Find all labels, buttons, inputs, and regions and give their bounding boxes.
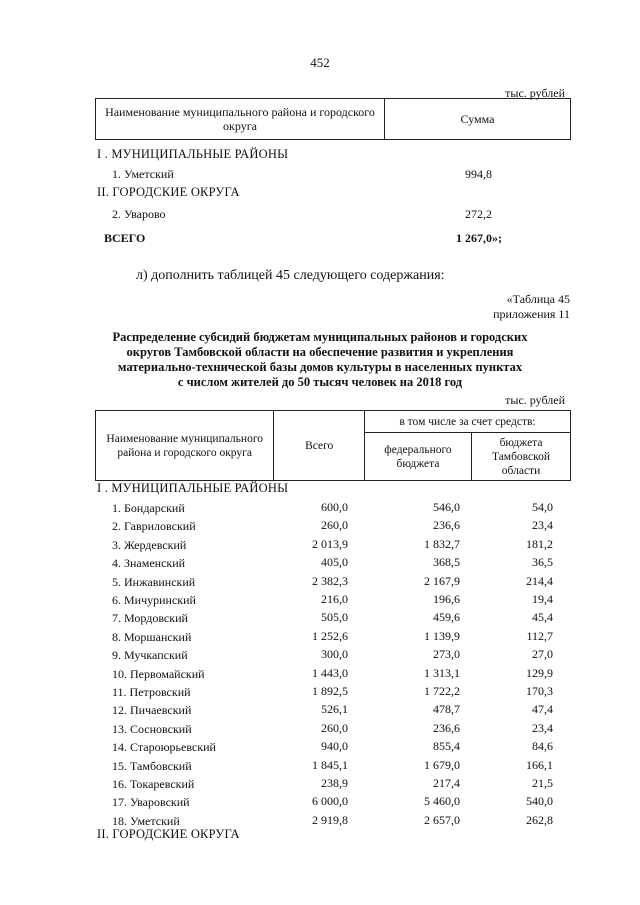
table2-row-federal: 459,6 [433,610,460,625]
table1-row-value: 994,8 [465,167,492,181]
table2-row-federal: 1 832,7 [424,536,460,551]
table2-section-1: I . МУНИЦИПАЛЬНЫЕ РАЙОНЫ [97,481,289,495]
table2-row-federal: 478,7 [433,702,460,717]
table2-row-name: 4. Знаменский [112,556,186,571]
table2-header-name: Наименование муниципального района и городского округа [96,411,274,481]
table2-row-regional: 54,0 [532,500,553,514]
table1-row-value: 272,2 [465,207,492,221]
table2-row-regional: 23,4 [532,720,553,735]
table2-row-federal: 217,4 [433,776,460,790]
table2-row-name: 1. Бондарский [112,501,185,515]
table2-row-total: 300,0 [321,647,348,662]
table2-row-regional: 112,7 [526,628,553,643]
table-title [0,330,640,390]
table2-row-regional: 540,0 [526,794,553,809]
table2-row-total: 2 919,8 [312,812,348,827]
table2-row-regional: 23,4 [532,518,553,533]
title-line: с числом жителей до 50 тысяч человек на 2018 год [177,375,463,389]
table2-row-federal: 5 460,0 [424,794,460,809]
table2-row-total: 940,0 [321,739,348,754]
page-number: 452 [310,55,330,70]
table2-row-total: 1 845,1 [312,757,348,772]
table2-row-federal: 1 139,9 [424,628,460,643]
table2-row-federal: 2 657,0 [424,812,460,827]
table2-row-federal: 2 167,9 [424,573,460,588]
table2-row-federal: 273,0 [433,647,460,662]
table2-row-total: 405,0 [321,555,348,570]
paragraph: л) дополнить таблицей 45 следующего содержания: [136,268,445,283]
table2-row-total: 238,9 [321,776,348,790]
table2-row-federal: 1 313,1 [424,665,460,680]
table2-row-regional: 170,3 [526,684,553,698]
table2-row-regional: 27,0 [532,647,553,662]
table1-row-name: 1. Уметский [112,167,174,181]
table2-row-regional: 129,9 [526,665,553,680]
table2-row-total: 1 252,6 [312,628,348,643]
table2-row-federal: 855,4 [433,739,460,754]
table2-section-2: II. ГОРОДСКИЕ ОКРУГА [97,827,240,841]
table2-row-regional: 214,4 [526,573,553,588]
table2-row-federal: 368,5 [433,555,460,570]
table2-row-regional: 84,6 [532,739,553,754]
table2-row-total: 2 382,3 [312,573,348,588]
table2-row-name: 15. Тамбовский [112,758,192,773]
unit-label-2: тыс. рублей [505,393,565,407]
table2-row-total: 260,0 [321,518,348,533]
table1-row-name: 2. Уварово [112,207,166,221]
table2-row-name: 13. Сосновский [112,721,192,736]
title-line: материально-технической базы домов культуры в населенных пунктах [117,360,523,374]
table2-row-name: 2. Гавриловский [112,519,196,534]
table2-row-regional: 47,4 [532,702,553,717]
caption-line-2: приложения 11 [493,307,570,321]
table2-row-total: 216,0 [321,592,348,606]
table2-header-including: в том числе за счет средств: [364,411,570,433]
table2-row-name: 7. Мордовский [112,611,188,626]
table2-header-federal: федерального бюджета [364,433,471,481]
table1-total-value: 1 267,0»; [456,231,502,245]
unit-label-1: тыс. рублей [505,86,565,100]
table2-row-name: 11. Петровский [112,685,191,699]
table2-row-total: 1 443,0 [312,665,348,680]
table1-header-sum: Сумма [385,99,571,140]
table2-row-federal: 236,6 [433,518,460,533]
table2-row-name: 5. Инжавинский [112,574,196,589]
title-line: Распределение субсидий бюджетам муниципальных районов и городских [112,330,528,344]
table2-row-total: 6 000,0 [312,794,348,809]
table2-row-federal: 1 679,0 [424,757,460,772]
table2-row-regional: 262,8 [526,812,553,827]
table2-row-name: 3. Жердевский [112,537,187,552]
table2-row-name: 12. Пичаевский [112,703,192,718]
table2-row-total: 1 892,5 [312,684,348,698]
table2-row-regional: 36,5 [532,555,553,570]
table2-header-total: Всего [274,411,365,481]
table2-row-name: 8. Моршанский [112,629,192,644]
table1-section-1: I . МУНИЦИПАЛЬНЫЕ РАЙОНЫ [97,147,289,161]
table2-row-total: 600,0 [321,500,348,514]
table2-row-regional: 21,5 [532,776,553,790]
table2-row-total: 505,0 [321,610,348,625]
table2-row-total: 260,0 [321,720,348,735]
table2-row-name: 16. Токаревский [112,777,195,791]
table2-row-name: 18. Уметский [112,813,180,828]
table2-row-name: 17. Уваровский [112,795,190,810]
title-line: округов Тамбовской области на обеспечение развития и укрепления [126,345,514,359]
table2-row-total: 2 013,9 [312,536,348,551]
table2-row-name: 14. Староюрьевский [112,740,216,755]
table-1-header [95,98,571,140]
table1-section-2: II. ГОРОДСКИЕ ОКРУГА [97,185,240,199]
table2-row-federal: 236,6 [433,720,460,735]
table2-row-regional: 181,2 [526,536,553,551]
table2-row-federal: 546,0 [433,500,460,514]
table1-header-name: Наименование муниципального района и городского округа [96,99,385,140]
table2-row-regional: 166,1 [526,757,553,772]
table2-row-federal: 196,6 [433,592,460,606]
table2-row-name: 10. Первомайский [112,666,205,681]
table2-row-total: 526,1 [321,702,348,717]
table-2-header [95,410,571,481]
table1-total-label: ВСЕГО [104,231,146,245]
table2-row-name: 6. Мичуринский [112,593,196,607]
table2-header-regional: бюджета Тамбовской области [472,433,571,481]
table2-row-name: 9. Мучкапский [112,648,188,663]
table2-row-regional: 19,4 [532,592,553,606]
table2-row-regional: 45,4 [532,610,553,625]
caption-line-1: «Таблица 45 [506,292,570,306]
table2-row-federal: 1 722,2 [424,684,460,698]
